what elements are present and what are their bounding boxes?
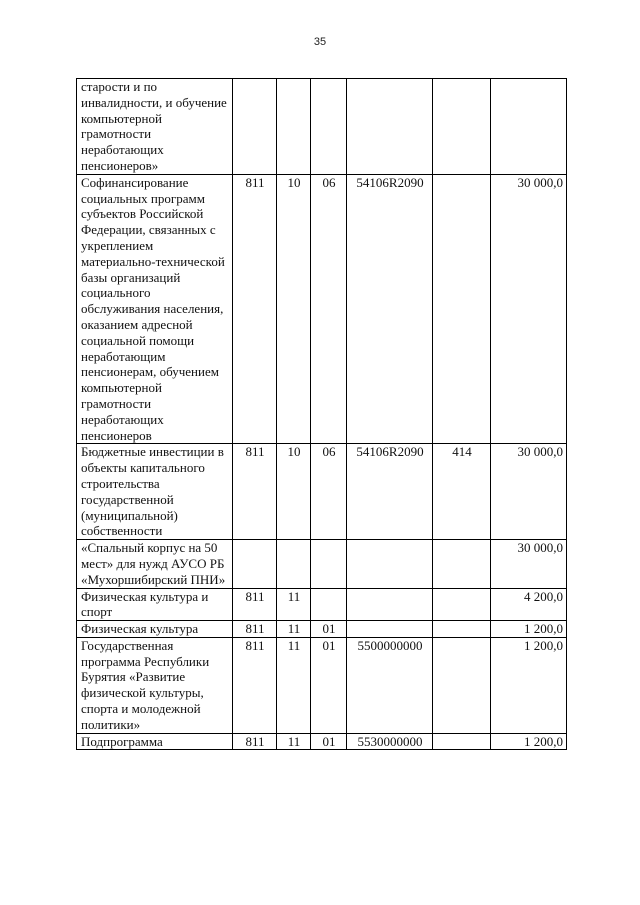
- subsection-code-cell: 01: [311, 637, 347, 733]
- ministry-code-cell: 811: [233, 637, 277, 733]
- amount-cell: 4 200,0: [491, 588, 567, 621]
- expense-name-cell: Софинансирование социальных программ субъектов Российской Федерации, связанных с укреплением материально-технической базы организаций социального обслуживания населения, оказанием адресной социальной помощи неработающим пенсионерам, обучением компьютерной грамотности неработающих пенсионеров: [77, 174, 233, 444]
- ministry-code-cell: [233, 79, 277, 175]
- ministry-code-cell: 811: [233, 444, 277, 540]
- ministry-code-cell: 811: [233, 174, 277, 444]
- expense-type-cell: [433, 174, 491, 444]
- section-code-cell: [277, 79, 311, 175]
- target-article-cell: [347, 79, 433, 175]
- amount-cell: 1 200,0: [491, 637, 567, 733]
- budget-table: [76, 78, 567, 750]
- section-code-cell: 11: [277, 637, 311, 733]
- expense-name-cell: Физическая культура и спорт: [77, 588, 233, 621]
- table-row: [77, 733, 567, 750]
- subsection-code-cell: 01: [311, 621, 347, 638]
- target-article-cell: 5530000000: [347, 733, 433, 750]
- target-article-cell: 54106R2090: [347, 444, 433, 540]
- table-row: [77, 79, 567, 175]
- expense-type-cell: [433, 637, 491, 733]
- amount-cell: 1 200,0: [491, 621, 567, 638]
- table-row: [77, 637, 567, 733]
- subsection-code-cell: 01: [311, 733, 347, 750]
- table-row: [77, 540, 567, 588]
- subsection-code-cell: 06: [311, 444, 347, 540]
- subsection-code-cell: 06: [311, 174, 347, 444]
- expense-name-cell: Государственная программа Республики Бурятия «Развитие физической культуры, спорта и молодежной политики»: [77, 637, 233, 733]
- expense-name-cell: Бюджетные инвестиции в объекты капитального строительства государственной (муниципальной) собственности: [77, 444, 233, 540]
- expense-type-cell: [433, 733, 491, 750]
- expense-type-cell: 414: [433, 444, 491, 540]
- target-article-cell: 5500000000: [347, 637, 433, 733]
- table-row: [77, 588, 567, 621]
- ministry-code-cell: 811: [233, 588, 277, 621]
- amount-cell: [491, 79, 567, 175]
- section-code-cell: 11: [277, 588, 311, 621]
- amount-cell: 1 200,0: [491, 733, 567, 750]
- expense-type-cell: [433, 621, 491, 638]
- ministry-code-cell: [233, 540, 277, 588]
- table-row: [77, 621, 567, 638]
- page-number: 35: [313, 36, 327, 48]
- expense-type-cell: [433, 540, 491, 588]
- expense-type-cell: [433, 79, 491, 175]
- ministry-code-cell: 811: [233, 621, 277, 638]
- subsection-code-cell: [311, 588, 347, 621]
- section-code-cell: 10: [277, 174, 311, 444]
- subsection-code-cell: [311, 79, 347, 175]
- expense-name-cell: «Спальный корпус на 50 мест» для нужд АУСО РБ «Мухоршибирский ПНИ»: [77, 540, 233, 588]
- ministry-code-cell: 811: [233, 733, 277, 750]
- expense-name-cell: Физическая культура: [77, 621, 233, 638]
- section-code-cell: 11: [277, 621, 311, 638]
- expense-type-cell: [433, 588, 491, 621]
- expense-name-cell: старости и по инвалидности, и обучение компьютерной грамотности неработающих пенсионеров»: [77, 79, 233, 175]
- target-article-cell: [347, 540, 433, 588]
- table-row: [77, 444, 567, 540]
- section-code-cell: 11: [277, 733, 311, 750]
- target-article-cell: [347, 588, 433, 621]
- target-article-cell: 54106R2090: [347, 174, 433, 444]
- section-code-cell: [277, 540, 311, 588]
- amount-cell: 30 000,0: [491, 174, 567, 444]
- table-row: [77, 174, 567, 444]
- target-article-cell: [347, 621, 433, 638]
- amount-cell: 30 000,0: [491, 540, 567, 588]
- amount-cell: 30 000,0: [491, 444, 567, 540]
- expense-name-cell: Подпрограмма: [77, 733, 233, 750]
- subsection-code-cell: [311, 540, 347, 588]
- section-code-cell: 10: [277, 444, 311, 540]
